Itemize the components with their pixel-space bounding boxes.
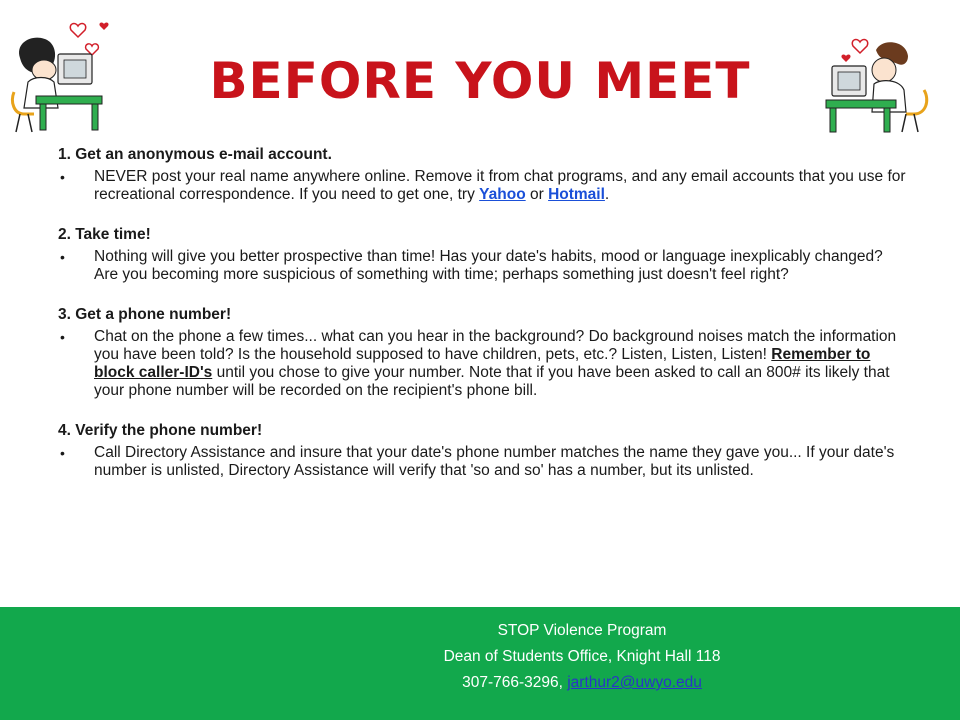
heart-icon bbox=[852, 39, 867, 53]
bullet-icon: • bbox=[60, 249, 65, 265]
footer-contact bbox=[372, 618, 792, 696]
section-heading-1: 1. Get an anonymous e-mail account. bbox=[58, 146, 332, 163]
heart-icon bbox=[99, 23, 108, 30]
heart-icon bbox=[70, 23, 85, 37]
footer-office: Dean of Students Office, Knight Hall 118 bbox=[443, 648, 721, 665]
section-bullet-1: • NEVER post your real name anywhere online. Remove it from chat programs, and any email accounts that you use for recreational correspondence. If you need to get one, try Yahoo or Hotmail. bbox=[60, 168, 906, 203]
footer-phone-email bbox=[372, 670, 792, 696]
footer-banner bbox=[0, 607, 960, 720]
footer-phone: 307-766-3296, bbox=[462, 674, 568, 691]
slide-content bbox=[58, 146, 908, 480]
hotmail-link[interactable]: Hotmail bbox=[548, 186, 605, 203]
footer-program: STOP Violence Program bbox=[497, 622, 667, 639]
yahoo-link[interactable]: Yahoo bbox=[479, 186, 526, 203]
section-heading-2: 2. Take time! bbox=[58, 226, 151, 243]
slide-title: BEFORE YOU MEET bbox=[209, 52, 751, 110]
bullet-icon: • bbox=[60, 169, 65, 185]
section-heading-3: 3. Get a phone number! bbox=[58, 306, 232, 323]
footer-email-link[interactable]: jarthur2@uwyo.edu bbox=[567, 674, 702, 691]
section-bullet-3: • Chat on the phone a few times... what can you hear in the background? Do background noises match the information you have been told? Is the household supposed to have children, pets, etc.? Listen, Listen, Listen! Remember to block caller-ID's until you chose to give your number. Note that if you have been asked to call an 800# its likely that your phone number will be recorded on the recipient's phone bill. bbox=[60, 328, 897, 399]
bullet-icon: • bbox=[60, 445, 65, 461]
section-bullet-4: • Call Directory Assistance and insure that your date's phone number matches the name they gave you... If your date's number is unlisted, Directory Assistance will verify that 'so and so' has a number, but its unlisted. bbox=[60, 444, 895, 479]
section-heading-4: 4. Verify the phone number! bbox=[58, 422, 263, 439]
block-caller-id-link[interactable]: Remember to block caller-ID's bbox=[94, 346, 871, 381]
section-bullet-2: • Nothing will give you better prospective than time! Has your date's habits, mood or language inexplicably changed? Are you becoming more suspicious of something with time; perhaps something just doesn't feel right? bbox=[60, 248, 883, 283]
bullet-icon: • bbox=[60, 329, 65, 345]
